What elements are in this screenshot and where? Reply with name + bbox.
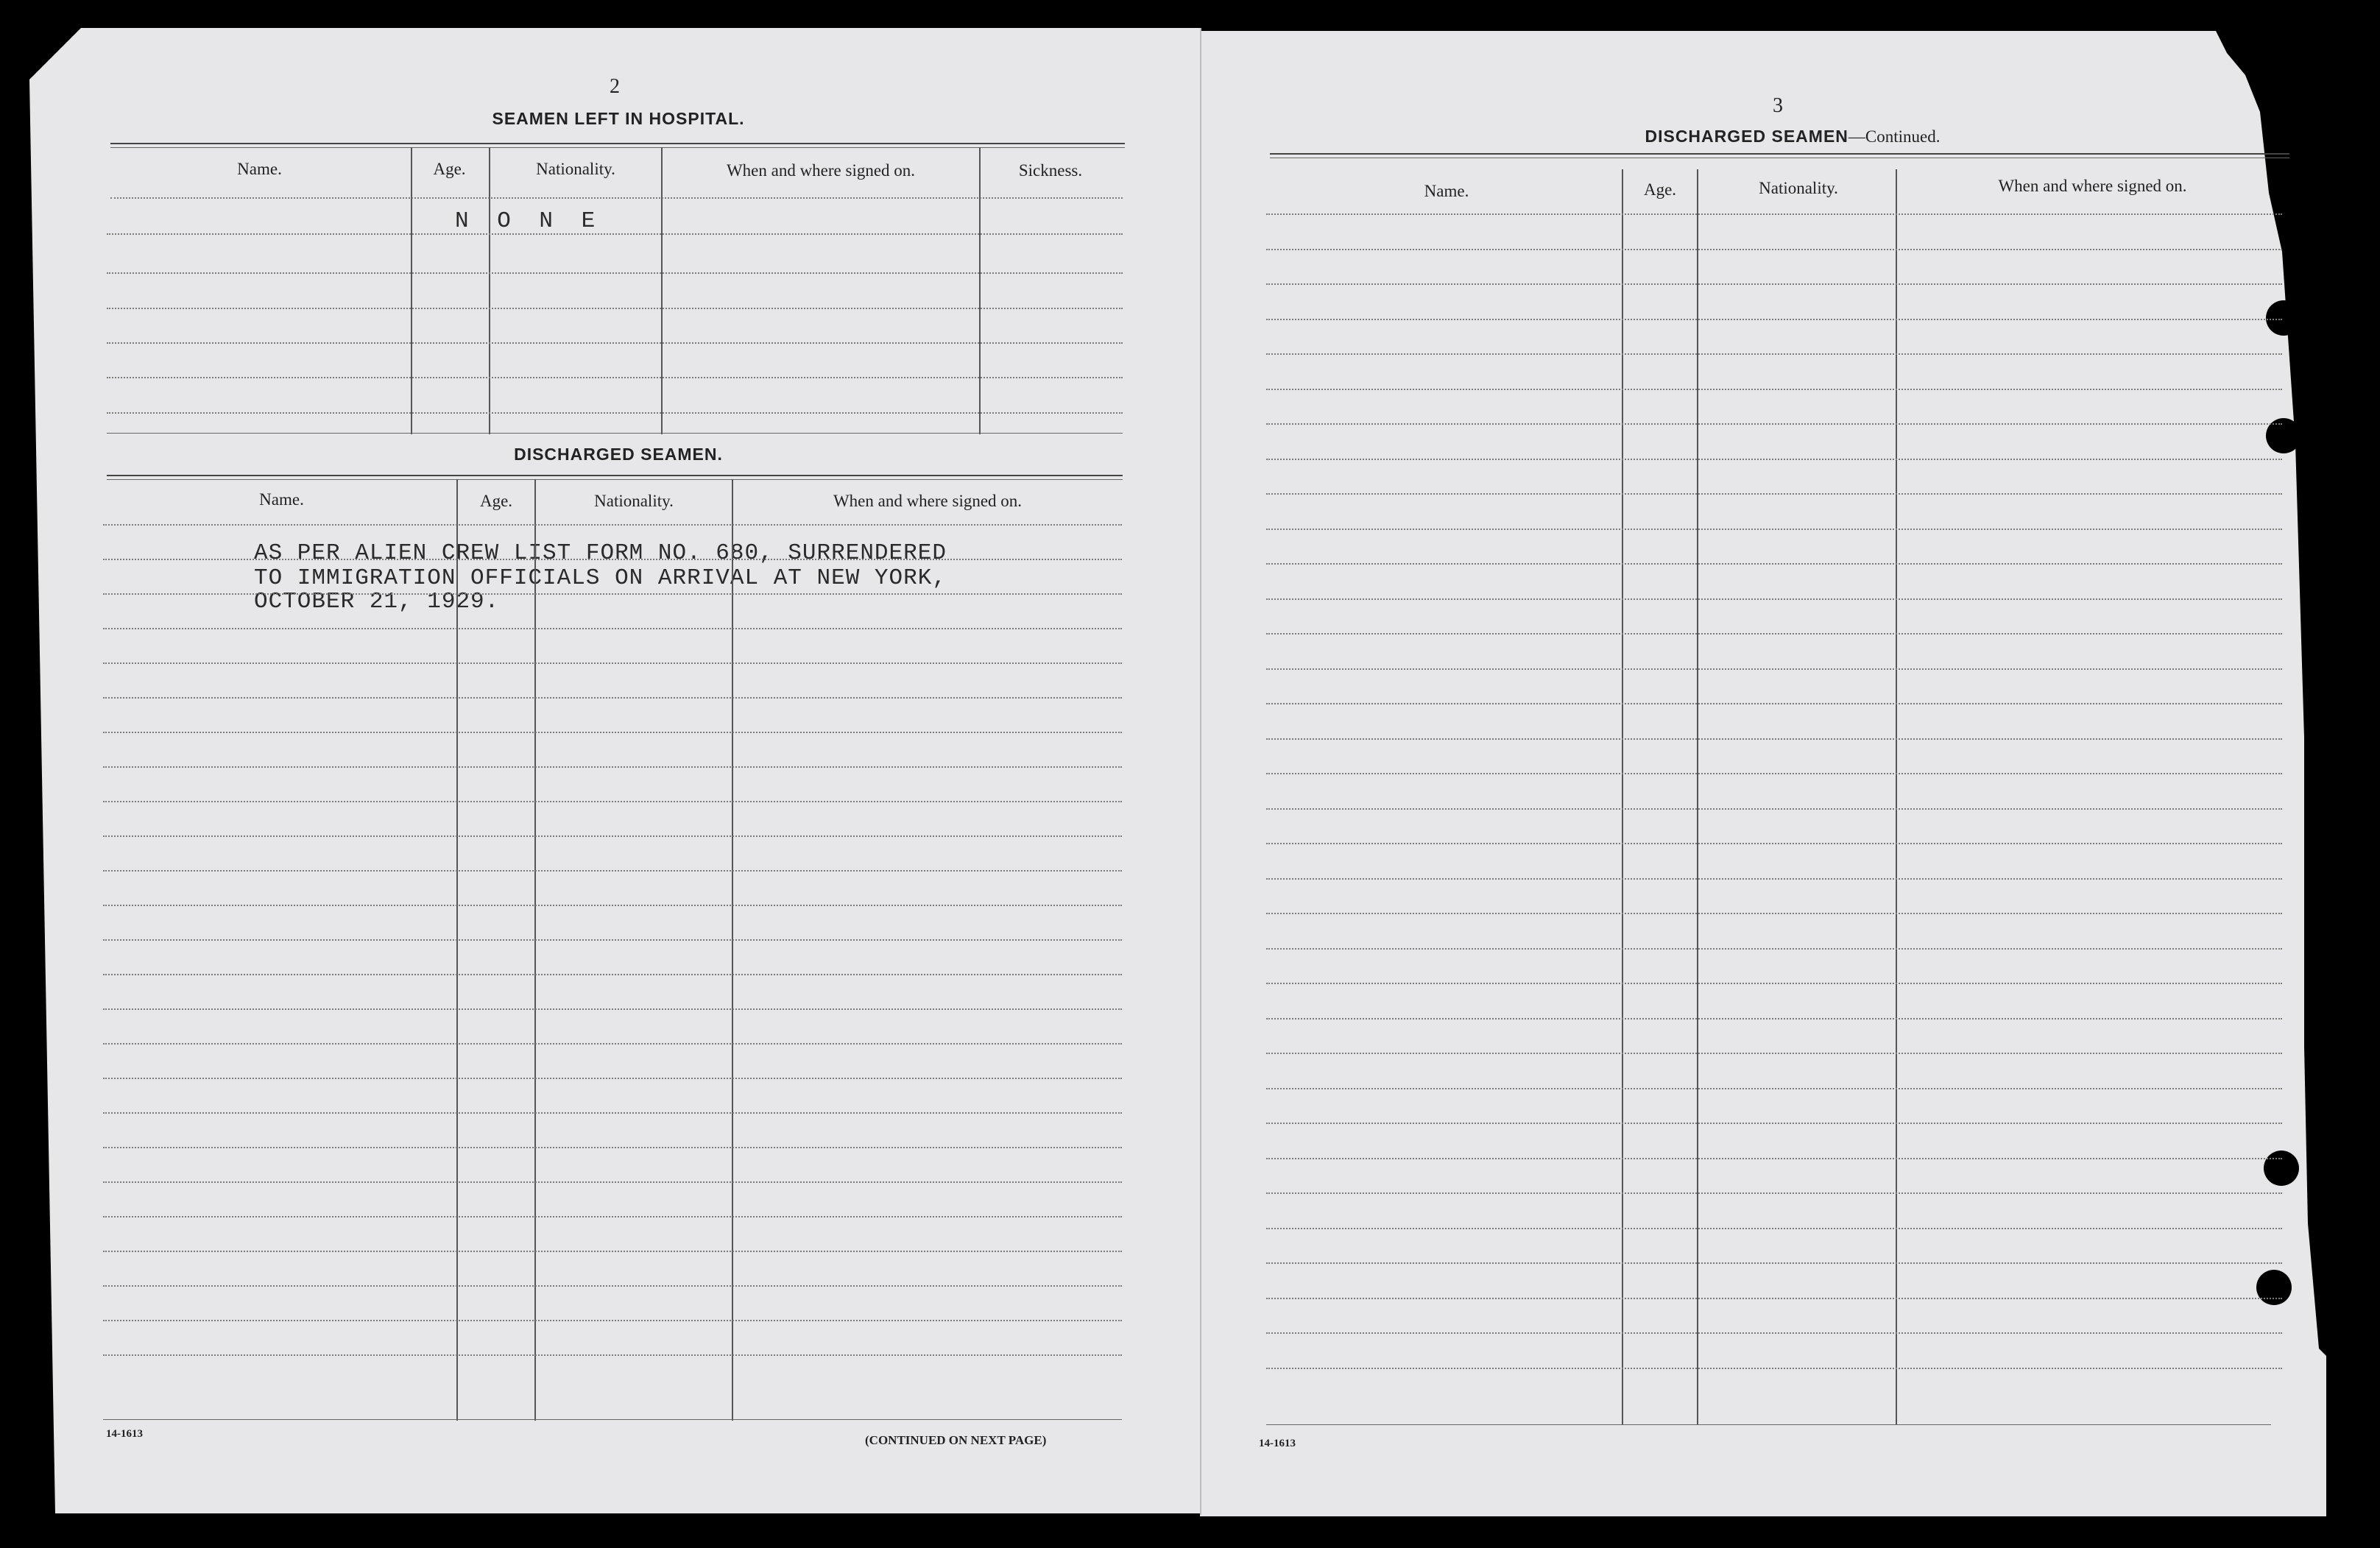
rule-line — [1266, 423, 2282, 425]
rule-line — [1266, 913, 2282, 914]
rule-line — [1266, 773, 2282, 774]
typed-line-2: TO IMMIGRATION OFFICIALS ON ARRIVAL AT NEW YORK, — [254, 565, 947, 591]
discharged-col-signed-on: When and where signed on. — [833, 492, 1023, 510]
hospital-col-sickness: Sickness. — [1018, 161, 1083, 180]
discharged-col-nationality: Nationality. — [594, 492, 674, 510]
rule-line — [1266, 1088, 2282, 1089]
left-page — [29, 28, 1200, 1513]
rule-line — [1266, 319, 2282, 320]
rule-line — [1266, 1424, 2271, 1425]
right-col-age: Age. — [1643, 180, 1677, 199]
rule-line — [103, 1419, 1122, 1420]
column-divider — [489, 147, 490, 434]
rule-line — [103, 628, 1122, 629]
rule-line — [1266, 808, 2282, 810]
rule-line — [1266, 1332, 2282, 1334]
rule-line — [103, 1216, 1122, 1217]
right-form-number: 14-1613 — [1259, 1438, 1296, 1449]
rule-line — [107, 272, 1123, 274]
rule-line — [103, 801, 1122, 802]
rule-line — [103, 835, 1122, 837]
right-section-title — [1509, 127, 2076, 146]
right-col-signed-on: When and where signed on. — [1998, 177, 2187, 195]
left-page-number: 2 — [610, 75, 620, 98]
rule-line — [103, 1112, 1122, 1114]
rule-line — [103, 1043, 1122, 1045]
rule-line — [1266, 1018, 2282, 1019]
column-divider — [732, 479, 733, 1421]
rule-line — [1266, 353, 2282, 355]
hospital-col-signed-on: When and where signed on. — [726, 161, 916, 180]
rule-line — [103, 559, 1122, 560]
rule-line — [103, 1251, 1122, 1252]
typed-line-1: AS PER ALIEN CREW LIST FORM NO. 680, SURRENDERED — [254, 540, 947, 566]
right-title-main: DISCHARGED SEAMEN — [1645, 127, 1848, 146]
rule-line — [103, 1147, 1122, 1148]
page-fold — [1200, 28, 1201, 1515]
punch-hole — [2256, 1270, 2292, 1305]
rule-line — [1266, 459, 2282, 460]
rule-line — [107, 233, 1123, 235]
column-divider — [1622, 169, 1623, 1424]
discharged-section-title: DISCHARGED SEAMEN. — [514, 445, 723, 464]
hospital-section-title: SEAMEN LEFT IN HOSPITAL. — [492, 109, 745, 128]
rule-line — [1266, 633, 2282, 635]
hospital-col-nationality: Nationality. — [536, 160, 615, 178]
hospital-col-name: Name. — [237, 160, 282, 178]
rule-line — [103, 939, 1122, 941]
rule-line — [1266, 249, 2282, 250]
rule-line — [103, 870, 1122, 872]
rule-line — [107, 475, 1123, 476]
rule-line — [103, 1320, 1122, 1321]
discharged-col-name: Name. — [259, 490, 304, 509]
right-title-suffix: —Continued. — [1848, 127, 1941, 146]
right-page-number: 3 — [1773, 94, 1783, 117]
column-divider — [1697, 169, 1698, 1424]
column-divider — [979, 147, 981, 434]
continued-note: (CONTINUED ON NEXT PAGE) — [865, 1433, 1047, 1447]
rule-line — [110, 197, 1123, 199]
rule-line — [1266, 213, 2282, 215]
left-form-number: 14-1613 — [106, 1428, 143, 1440]
rule-line — [103, 1181, 1122, 1183]
rule-line — [1266, 983, 2282, 984]
rule-line — [103, 524, 1122, 526]
hospital-none-entry: N O N E — [455, 208, 603, 234]
rule-line — [1266, 598, 2282, 600]
rule-line — [103, 732, 1122, 733]
rule-line — [1266, 668, 2282, 670]
rule-line — [107, 412, 1123, 414]
rule-line — [103, 974, 1122, 975]
rule-line — [103, 662, 1122, 664]
rule-line — [1266, 1158, 2282, 1159]
rule-line — [1266, 389, 2282, 390]
rule-line — [107, 377, 1123, 378]
rule-line — [110, 143, 1125, 144]
rule-line — [107, 342, 1123, 344]
rule-line — [1270, 153, 2289, 155]
typed-line-3: OCTOBER 21, 1929. — [254, 589, 500, 615]
rule-line — [1266, 948, 2282, 950]
column-divider — [1896, 169, 1897, 1424]
rule-line — [1266, 529, 2282, 530]
rule-line — [1266, 1192, 2282, 1194]
rule-line — [103, 1354, 1122, 1356]
rule-line — [1266, 1228, 2282, 1229]
rule-line — [1266, 1123, 2282, 1124]
rule-line — [1266, 283, 2282, 285]
discharged-col-age: Age. — [479, 492, 513, 510]
rule-line — [1266, 1053, 2282, 1054]
rule-line — [107, 479, 1123, 480]
right-col-nationality: Nationality. — [1759, 179, 1838, 197]
rule-line — [1266, 703, 2282, 704]
rule-line — [1266, 843, 2282, 844]
rule-line — [1266, 1262, 2282, 1264]
rule-line — [103, 766, 1122, 768]
rule-line — [1266, 493, 2282, 495]
rule-line — [103, 1285, 1122, 1287]
punch-hole — [2264, 1151, 2299, 1186]
rule-line — [103, 1078, 1122, 1079]
rule-line — [1266, 878, 2282, 880]
rule-line — [1266, 563, 2282, 565]
rule-line — [1266, 1298, 2282, 1299]
rule-line — [107, 308, 1123, 309]
hospital-col-age: Age. — [433, 160, 466, 178]
rule-line — [103, 697, 1122, 699]
rule-line — [103, 905, 1122, 906]
column-divider — [534, 479, 536, 1421]
column-divider — [456, 479, 458, 1421]
rule-line — [110, 147, 1125, 148]
rule-line — [1266, 1368, 2282, 1369]
column-divider — [411, 147, 412, 434]
rule-line — [1266, 738, 2282, 740]
rule-line — [103, 593, 1122, 595]
rule-line — [103, 1008, 1122, 1010]
column-divider — [661, 147, 663, 434]
rule-line — [107, 433, 1123, 434]
right-col-name: Name. — [1424, 182, 1469, 200]
